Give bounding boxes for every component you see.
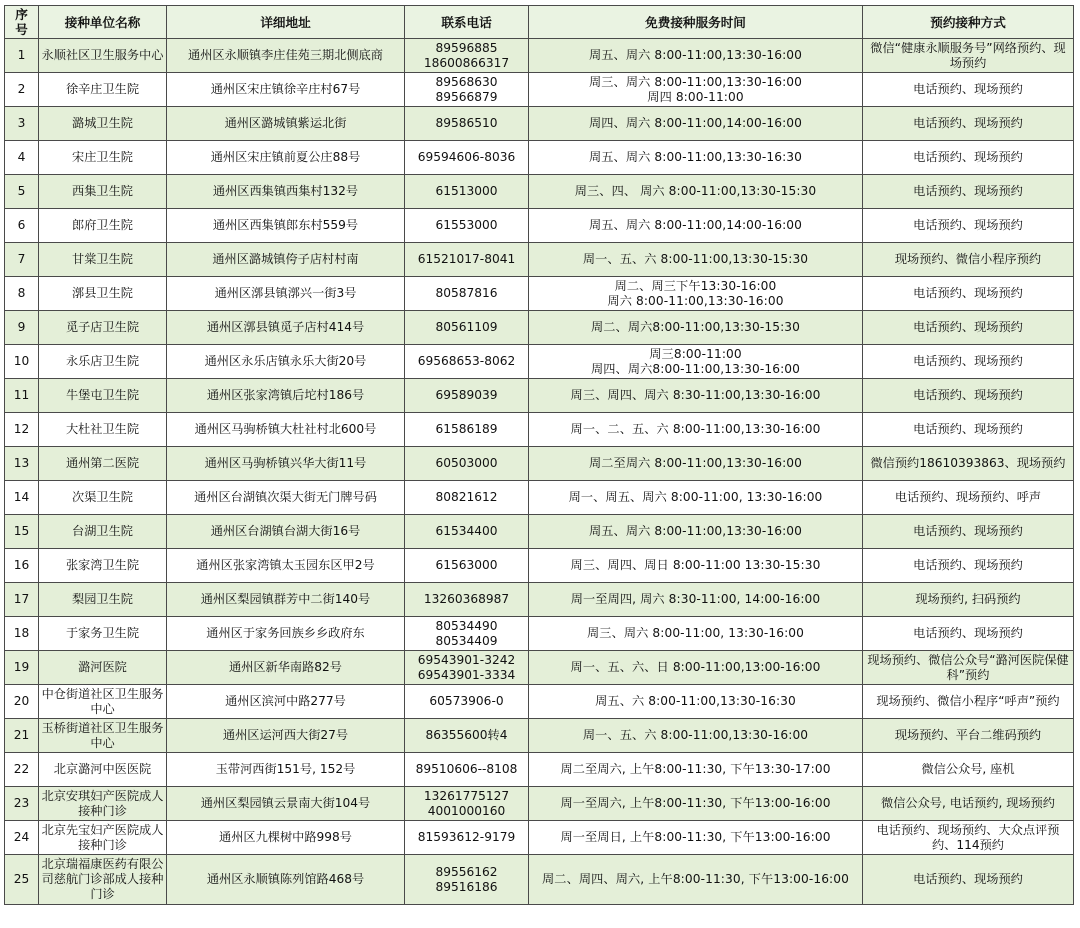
cell-method: 电话预约、现场预约	[863, 175, 1074, 209]
table-row	[5, 277, 1074, 311]
cell-time: 周三、周六 8:00-11:00,13:30-16:00 周四 8:00-11:00	[529, 73, 863, 107]
cell-address: 通州区宋庄镇前夏公庄88号	[167, 141, 405, 175]
cell-time: 周三8:00-11:00 周四、周六8:00-11:00,13:30-16:00	[529, 345, 863, 379]
cell-method: 电话预约、现场预约	[863, 549, 1074, 583]
cell-no: 14	[5, 481, 39, 515]
cell-unit: 潞城卫生院	[39, 107, 167, 141]
cell-method: 微信“健康永顺服务号”网络预约、现场预约	[863, 39, 1074, 73]
table-row	[5, 447, 1074, 481]
cell-method: 电话预约、现场预约	[863, 855, 1074, 905]
cell-phone: 60573906-0	[405, 685, 529, 719]
cell-time: 周二、周三下午13:30-16:00 周六 8:00-11:00,13:30-16:00	[529, 277, 863, 311]
cell-unit: 永乐店卫生院	[39, 345, 167, 379]
cell-address: 通州区永顺镇陈列馆路468号	[167, 855, 405, 905]
cell-phone: 69589039	[405, 379, 529, 413]
cell-method: 电话预约、现场预约	[863, 107, 1074, 141]
cell-method: 现场预约、微信小程序预约	[863, 243, 1074, 277]
cell-address: 通州区宋庄镇徐辛庄村67号	[167, 73, 405, 107]
cell-phone: 80821612	[405, 481, 529, 515]
cell-no: 11	[5, 379, 39, 413]
cell-phone: 13261775127 4001000160	[405, 787, 529, 821]
cell-no: 24	[5, 821, 39, 855]
table-row	[5, 39, 1074, 73]
cell-unit: 漷县卫生院	[39, 277, 167, 311]
cell-address: 通州区九棵树中路998号	[167, 821, 405, 855]
header-row	[5, 6, 1074, 39]
cell-time: 周一至周四, 周六 8:30-11:00, 14:00-16:00	[529, 583, 863, 617]
cell-method: 电话预约、现场预约	[863, 209, 1074, 243]
table-row	[5, 311, 1074, 345]
cell-address: 通州区新华南路82号	[167, 651, 405, 685]
cell-address: 通州区台湖镇次渠大街无门牌号码	[167, 481, 405, 515]
vaccination-schedule-table	[4, 5, 1074, 905]
cell-time: 周三、周四、周日 8:00-11:00 13:30-15:30	[529, 549, 863, 583]
cell-method: 现场预约、平台二维码预约	[863, 719, 1074, 753]
cell-method: 微信公众号, 座机	[863, 753, 1074, 787]
header-no: 序 号	[5, 6, 39, 39]
cell-address: 通州区漷县镇觅子店村414号	[167, 311, 405, 345]
cell-method: 电话预约、现场预约	[863, 413, 1074, 447]
cell-unit: 北京瑞福康医药有限公司慈航门诊部成人接种门诊	[39, 855, 167, 905]
table-row	[5, 719, 1074, 753]
table-row	[5, 345, 1074, 379]
cell-unit: 大杜社卫生院	[39, 413, 167, 447]
cell-no: 2	[5, 73, 39, 107]
cell-address: 通州区永乐店镇永乐大街20号	[167, 345, 405, 379]
table-row	[5, 753, 1074, 787]
cell-unit: 北京先宝妇产医院成人接种门诊	[39, 821, 167, 855]
cell-time: 周三、周四、周六 8:30-11:00,13:30-16:00	[529, 379, 863, 413]
cell-method: 现场预约, 扫码预约	[863, 583, 1074, 617]
cell-no: 3	[5, 107, 39, 141]
cell-time: 周一至周六, 上午8:00-11:30, 下午13:00-16:00	[529, 787, 863, 821]
cell-no: 9	[5, 311, 39, 345]
cell-no: 10	[5, 345, 39, 379]
cell-unit: 西集卫生院	[39, 175, 167, 209]
cell-address: 通州区滨河中路277号	[167, 685, 405, 719]
cell-address: 通州区潞城镇侉子店村村南	[167, 243, 405, 277]
cell-unit: 中仓街道社区卫生服务中心	[39, 685, 167, 719]
table-row	[5, 175, 1074, 209]
cell-time: 周一、五、六 8:00-11:00,13:30-16:00	[529, 719, 863, 753]
cell-time: 周二、周六8:00-11:00,13:30-15:30	[529, 311, 863, 345]
cell-no: 18	[5, 617, 39, 651]
cell-time: 周三、周六 8:00-11:00, 13:30-16:00	[529, 617, 863, 651]
cell-phone: 86355600转4	[405, 719, 529, 753]
cell-no: 22	[5, 753, 39, 787]
cell-time: 周一至周日, 上午8:00-11:30, 下午13:00-16:00	[529, 821, 863, 855]
cell-phone: 61534400	[405, 515, 529, 549]
cell-unit: 台湖卫生院	[39, 515, 167, 549]
cell-phone: 61521017-8041	[405, 243, 529, 277]
cell-method: 电话预约、现场预约	[863, 141, 1074, 175]
cell-phone: 80561109	[405, 311, 529, 345]
cell-no: 13	[5, 447, 39, 481]
table-row	[5, 243, 1074, 277]
cell-phone: 80534490 80534409	[405, 617, 529, 651]
table-row	[5, 821, 1074, 855]
header-unit: 接种单位名称	[39, 6, 167, 39]
cell-unit: 北京潞河中医医院	[39, 753, 167, 787]
table-row	[5, 549, 1074, 583]
cell-time: 周五、周六 8:00-11:00,14:00-16:00	[529, 209, 863, 243]
header-method: 预约接种方式	[863, 6, 1074, 39]
cell-phone: 81593612-9179	[405, 821, 529, 855]
cell-method: 现场预约、微信公众号“潞河医院保健科”预约	[863, 651, 1074, 685]
cell-method: 电话预约、现场预约	[863, 345, 1074, 379]
header-time: 免费接种服务时间	[529, 6, 863, 39]
cell-phone: 69568653-8062	[405, 345, 529, 379]
cell-method: 现场预约、微信小程序“呼声”预约	[863, 685, 1074, 719]
cell-phone: 13260368987	[405, 583, 529, 617]
table-row	[5, 855, 1074, 905]
cell-phone: 89586510	[405, 107, 529, 141]
cell-unit: 通州第二医院	[39, 447, 167, 481]
cell-method: 电话预约、现场预约、呼声	[863, 481, 1074, 515]
cell-phone: 61563000	[405, 549, 529, 583]
cell-phone: 69594606-8036	[405, 141, 529, 175]
cell-time: 周一、五、六、日 8:00-11:00,13:00-16:00	[529, 651, 863, 685]
cell-phone: 80587816	[405, 277, 529, 311]
cell-unit: 玉桥街道社区卫生服务中心	[39, 719, 167, 753]
cell-unit: 梨园卫生院	[39, 583, 167, 617]
cell-method: 电话预约、现场预约	[863, 311, 1074, 345]
cell-unit: 牛堡屯卫生院	[39, 379, 167, 413]
cell-no: 5	[5, 175, 39, 209]
table-row	[5, 617, 1074, 651]
cell-address: 通州区马驹桥镇兴华大街11号	[167, 447, 405, 481]
cell-unit: 郎府卫生院	[39, 209, 167, 243]
cell-time: 周五、六 8:00-11:00,13:30-16:30	[529, 685, 863, 719]
table-row	[5, 685, 1074, 719]
cell-phone: 61513000	[405, 175, 529, 209]
cell-no: 21	[5, 719, 39, 753]
cell-no: 6	[5, 209, 39, 243]
cell-time: 周一、五、六 8:00-11:00,13:30-15:30	[529, 243, 863, 277]
cell-unit: 北京安琪妇产医院成人接种门诊	[39, 787, 167, 821]
cell-no: 17	[5, 583, 39, 617]
cell-phone: 89510606--8108	[405, 753, 529, 787]
cell-phone: 69543901-3242 69543901-3334	[405, 651, 529, 685]
table-row	[5, 141, 1074, 175]
cell-address: 通州区西集镇郎东村559号	[167, 209, 405, 243]
cell-address: 通州区永顺镇李庄佳苑三期北侧底商	[167, 39, 405, 73]
cell-unit: 甘棠卫生院	[39, 243, 167, 277]
cell-phone: 60503000	[405, 447, 529, 481]
cell-unit: 觅子店卫生院	[39, 311, 167, 345]
cell-method: 微信公众号, 电话预约, 现场预约	[863, 787, 1074, 821]
table-row	[5, 107, 1074, 141]
cell-time: 周四、周六 8:00-11:00,14:00-16:00	[529, 107, 863, 141]
cell-no: 7	[5, 243, 39, 277]
cell-unit: 于家务卫生院	[39, 617, 167, 651]
cell-time: 周二至周六 8:00-11:00,13:30-16:00	[529, 447, 863, 481]
cell-phone: 61553000	[405, 209, 529, 243]
cell-method: 电话预约、现场预约、大众点评预约、114预约	[863, 821, 1074, 855]
cell-address: 通州区梨园镇云景南大街104号	[167, 787, 405, 821]
cell-time: 周五、周六 8:00-11:00,13:30-16:00	[529, 39, 863, 73]
table-row	[5, 413, 1074, 447]
cell-phone: 89556162 89516186	[405, 855, 529, 905]
cell-time: 周三、四、 周六 8:00-11:00,13:30-15:30	[529, 175, 863, 209]
cell-phone: 89596885 18600866317	[405, 39, 529, 73]
cell-time: 周五、周六 8:00-11:00,13:30-16:00	[529, 515, 863, 549]
cell-time: 周一、周五、周六 8:00-11:00, 13:30-16:00	[529, 481, 863, 515]
cell-address: 通州区台湖镇台湖大街16号	[167, 515, 405, 549]
cell-unit: 徐辛庄卫生院	[39, 73, 167, 107]
table-row	[5, 209, 1074, 243]
cell-no: 23	[5, 787, 39, 821]
cell-no: 16	[5, 549, 39, 583]
table-row	[5, 583, 1074, 617]
cell-address: 通州区张家湾镇太玉园东区甲2号	[167, 549, 405, 583]
cell-address: 通州区潞城镇紫运北街	[167, 107, 405, 141]
table-row	[5, 787, 1074, 821]
cell-address: 通州区马驹桥镇大杜社村北600号	[167, 413, 405, 447]
cell-no: 15	[5, 515, 39, 549]
cell-method: 电话预约、现场预约	[863, 617, 1074, 651]
cell-address: 通州区西集镇西集村132号	[167, 175, 405, 209]
cell-time: 周二至周六, 上午8:00-11:30, 下午13:30-17:00	[529, 753, 863, 787]
cell-no: 1	[5, 39, 39, 73]
cell-unit: 潞河医院	[39, 651, 167, 685]
cell-address: 通州区漷县镇漷兴一街3号	[167, 277, 405, 311]
cell-unit: 次渠卫生院	[39, 481, 167, 515]
cell-method: 微信预约18610393863、现场预约	[863, 447, 1074, 481]
table-row	[5, 379, 1074, 413]
cell-method: 电话预约、现场预约	[863, 515, 1074, 549]
cell-no: 20	[5, 685, 39, 719]
cell-address: 通州区梨园镇群芳中二街140号	[167, 583, 405, 617]
table-row	[5, 481, 1074, 515]
cell-unit: 永顺社区卫生服务中心	[39, 39, 167, 73]
table-row	[5, 651, 1074, 685]
cell-time: 周一、二、五、六 8:00-11:00,13:30-16:00	[529, 413, 863, 447]
cell-phone: 89568630 89566879	[405, 73, 529, 107]
cell-no: 8	[5, 277, 39, 311]
cell-no: 19	[5, 651, 39, 685]
cell-unit: 宋庄卫生院	[39, 141, 167, 175]
header-phone: 联系电话	[405, 6, 529, 39]
cell-no: 4	[5, 141, 39, 175]
cell-time: 周二、周四、周六, 上午8:00-11:30, 下午13:00-16:00	[529, 855, 863, 905]
cell-method: 电话预约、现场预约	[863, 379, 1074, 413]
cell-no: 12	[5, 413, 39, 447]
cell-time: 周五、周六 8:00-11:00,13:30-16:30	[529, 141, 863, 175]
cell-method: 电话预约、现场预约	[863, 277, 1074, 311]
cell-method: 电话预约、现场预约	[863, 73, 1074, 107]
cell-phone: 61586189	[405, 413, 529, 447]
cell-address: 通州区于家务回族乡乡政府东	[167, 617, 405, 651]
cell-no: 25	[5, 855, 39, 905]
cell-unit: 张家湾卫生院	[39, 549, 167, 583]
table-row	[5, 73, 1074, 107]
cell-address: 通州区张家湾镇后坨村186号	[167, 379, 405, 413]
header-address: 详细地址	[167, 6, 405, 39]
table-row	[5, 515, 1074, 549]
cell-address: 通州区运河西大街27号	[167, 719, 405, 753]
cell-address: 玉带河西街151号, 152号	[167, 753, 405, 787]
